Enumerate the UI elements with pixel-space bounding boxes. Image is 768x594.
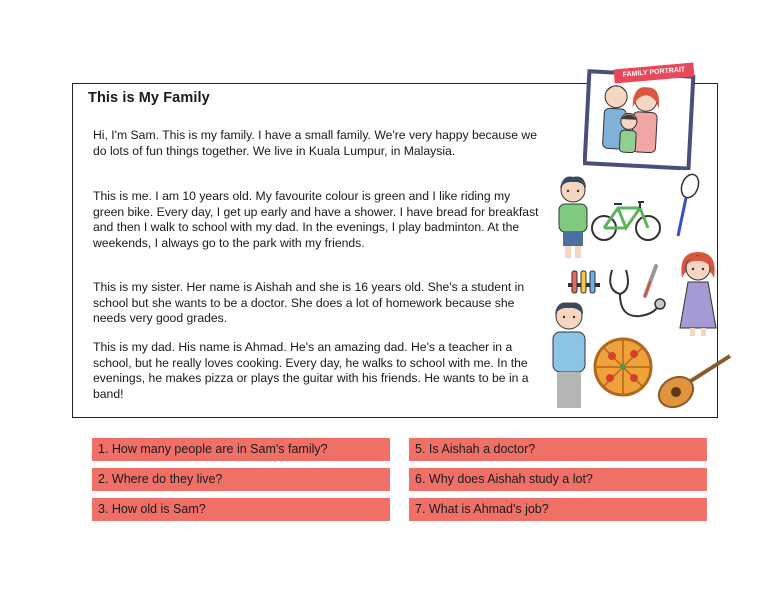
question-2: 2. Where do they live? <box>92 468 390 491</box>
girl-icon <box>676 248 720 338</box>
badminton-racket-icon <box>674 172 702 240</box>
question-6: 6. Why does Aishah study a lot? <box>409 468 707 491</box>
question-1: 1. How many people are in Sam's family? <box>92 438 390 461</box>
aishah-paragraph: This is my sister. Her name is Aishah and she is 16 years old. She's a student in school but she wants to be a doctor. She does a lot of homework because she needs very good grades. <box>93 280 525 326</box>
question-3: 3. How old is Sam? <box>92 498 390 521</box>
question-7: 7. What is Ahmad's job? <box>409 498 707 521</box>
intro-paragraph: Hi, I'm Sam. This is my family. I have a small family. We're very happy because we do lots of fun things together. We live in Kuala Lumpur, in Malaysia. <box>93 128 537 158</box>
ahmad-paragraph: This is my dad. His name is Ahmad. He's an amazing dad. He's a teacher in a school, but he really loves cooking. Every day, he walks to school with me. In the evenings, he makes pizza or plays the guitar with his friends. He wants to be in a band! <box>93 340 529 401</box>
pizza-icon <box>592 336 654 398</box>
test-tubes-icon <box>566 267 602 297</box>
family-portrait-icon <box>583 68 698 170</box>
sam-paragraph: This is me. I am 10 years old. My favourite colour is green and I like riding my green bike. Every day, I get up early and have a shower. I have bread for breakfast and then I walk to school with my dad. In the evenings, I play badminton. At the weekends, I always go to the park with my friends. <box>93 189 539 250</box>
boy-icon <box>553 174 593 260</box>
bicycle-icon <box>590 196 662 244</box>
man-icon <box>547 300 591 410</box>
question-5: 5. Is Aishah a doctor? <box>409 438 707 461</box>
thermometer-icon <box>640 264 660 302</box>
page-title: This is My Family <box>88 90 210 106</box>
guitar-icon <box>652 352 734 412</box>
family-portrait-badge: FAMILY PORTRAIT <box>614 63 695 84</box>
